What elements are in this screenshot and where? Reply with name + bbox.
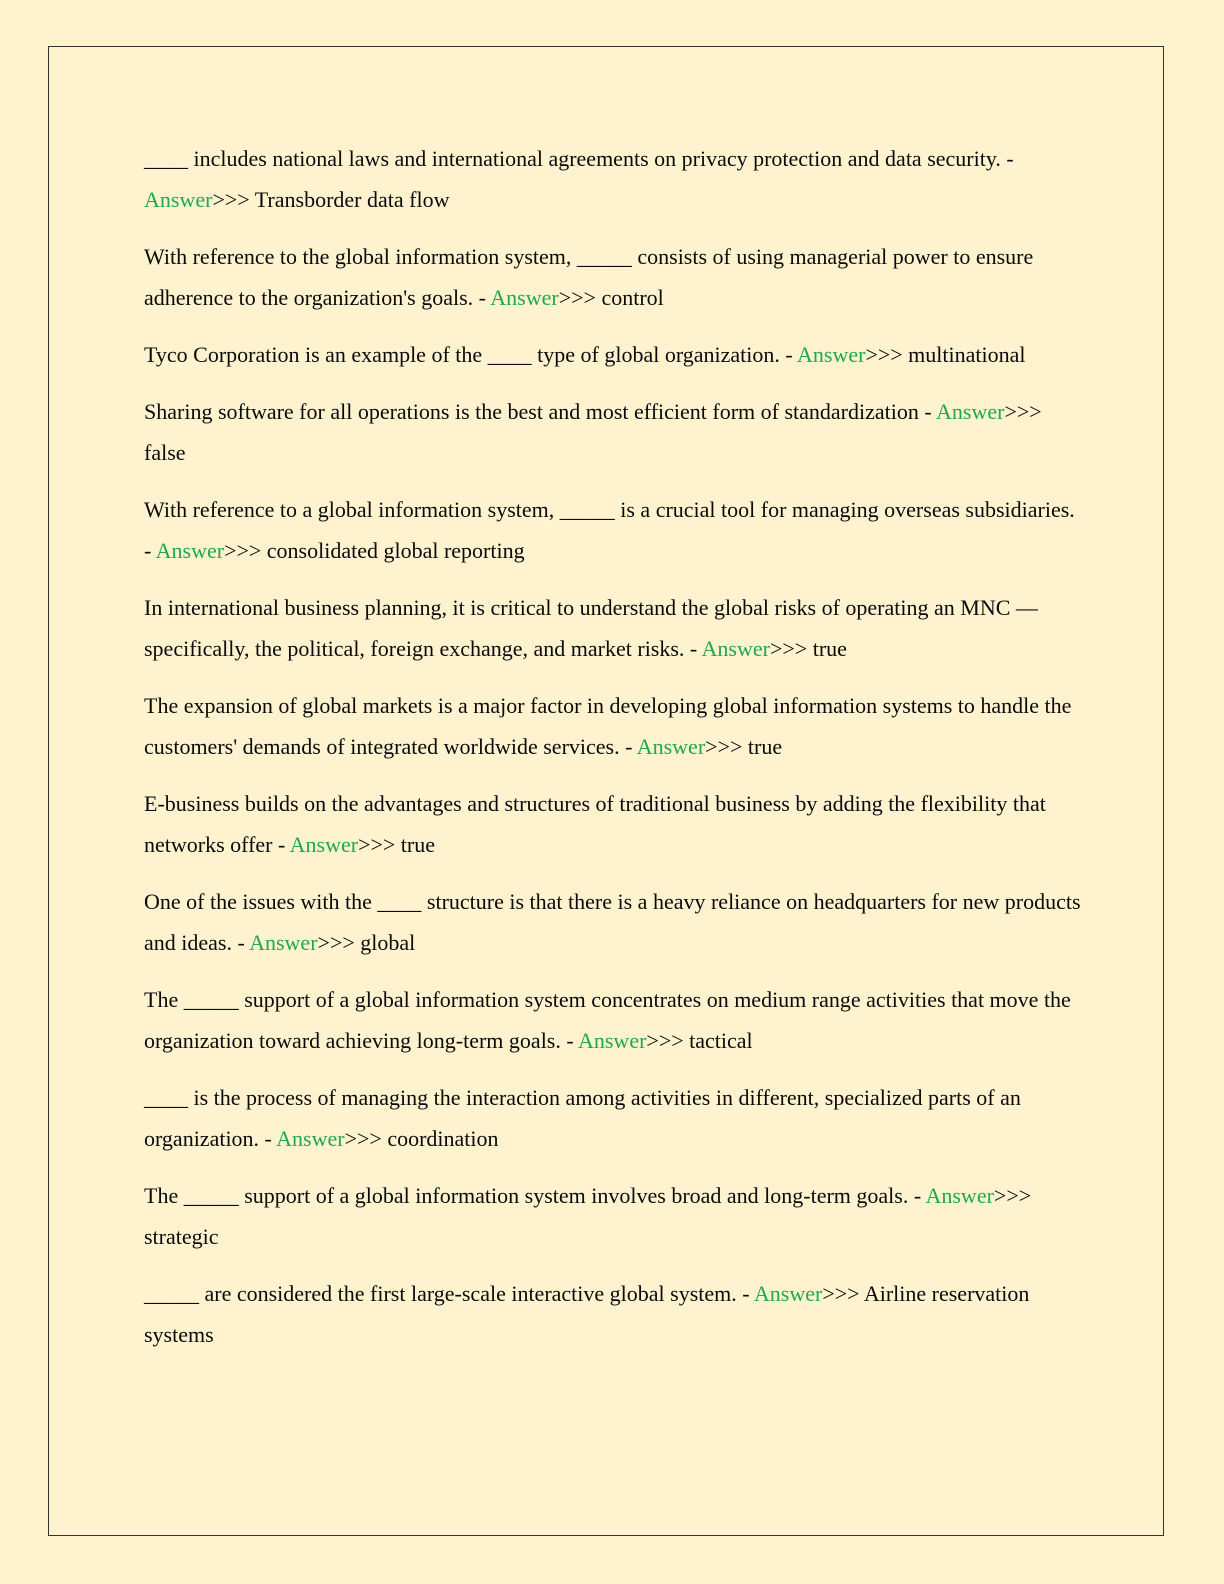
answer-label: Answer	[155, 538, 225, 563]
question-text: Sharing software for all operations is the best and most efficient form of standardization -	[144, 399, 936, 424]
qa-item	[144, 138, 1084, 220]
question-text: With reference to the global information system, _____ consists of using managerial power to ensure adherence to the organization's goals. -	[144, 244, 1034, 310]
answer-label: Answer	[701, 636, 770, 661]
qa-item	[144, 1175, 1084, 1257]
answer-text: >>> true	[705, 734, 783, 759]
qa-item	[144, 236, 1084, 318]
answer-text: >>> false	[144, 399, 1042, 465]
answer-label: Answer	[289, 832, 359, 857]
qa-item	[144, 881, 1084, 963]
answer-text: >>> true	[358, 832, 435, 857]
answer-text: >>> global	[317, 930, 416, 955]
document-body	[144, 138, 1084, 1371]
question-text: _____ are considered the first large-scale interactive global system. -	[144, 1281, 754, 1306]
question-text: E-business builds on the advantages and structures of traditional business by adding the flexibility that networks offer -	[144, 791, 1046, 857]
question-text: ____ is the process of managing the interaction among activities in different, specialized parts of an organization. -	[144, 1085, 1021, 1151]
answer-text: >>> consolidated global reporting	[224, 538, 525, 563]
answer-label: Answer	[144, 187, 213, 212]
qa-item	[144, 489, 1084, 571]
qa-item	[144, 979, 1084, 1061]
qa-item	[144, 1077, 1084, 1159]
answer-label: Answer	[925, 1183, 994, 1208]
question-text: One of the issues with the ____ structure is that there is a heavy reliance on headquarters for new products and ideas. -	[144, 889, 1081, 955]
qa-item	[144, 334, 1084, 375]
answer-text: >>> tactical	[646, 1028, 753, 1053]
answer-label: Answer	[636, 734, 706, 759]
answer-text: >>> multinational	[865, 342, 1026, 367]
question-text: The expansion of global markets is a major factor in developing global information systems to handle the customers' demands of integrated worldwide services. -	[144, 693, 1072, 759]
answer-label: Answer	[276, 1126, 345, 1151]
answer-label: Answer	[249, 930, 318, 955]
qa-item	[144, 391, 1084, 473]
answer-text: >>> coordination	[344, 1126, 499, 1151]
question-text: In international business planning, it is critical to understand the global risks of operating an MNC — specifically, the political, foreign exchange, and market risks. -	[144, 595, 1038, 661]
answer-text: >>> true	[769, 636, 847, 661]
question-text: Tyco Corporation is an example of the ____ type of global organization. -	[144, 342, 798, 367]
qa-item	[144, 783, 1084, 865]
qa-item	[144, 587, 1084, 669]
answer-text: >>> Transborder data flow	[212, 187, 450, 212]
answer-label: Answer	[577, 1028, 647, 1053]
answer-text: >>> control	[558, 285, 664, 310]
qa-item	[144, 1273, 1084, 1355]
answer-label: Answer	[753, 1281, 823, 1306]
question-text: ____ includes national laws and international agreements on privacy protection and data security. -	[144, 146, 1014, 171]
answer-text: >>> strategic	[144, 1183, 1032, 1249]
qa-item	[144, 685, 1084, 767]
answer-label: Answer	[490, 285, 559, 310]
question-text: With reference to a global information system, _____ is a crucial tool for managing overseas subsidiaries. -	[144, 497, 1075, 563]
answer-label: Answer	[797, 342, 866, 367]
question-text: The _____ support of a global information system concentrates on medium range activities that move the organization toward achieving long-term goals. -	[144, 987, 1071, 1053]
answer-text: >>> Airline reservation systems	[144, 1281, 1030, 1347]
answer-label: Answer	[936, 399, 1005, 424]
question-text: The _____ support of a global information system involves broad and long-term goals. -	[144, 1183, 926, 1208]
